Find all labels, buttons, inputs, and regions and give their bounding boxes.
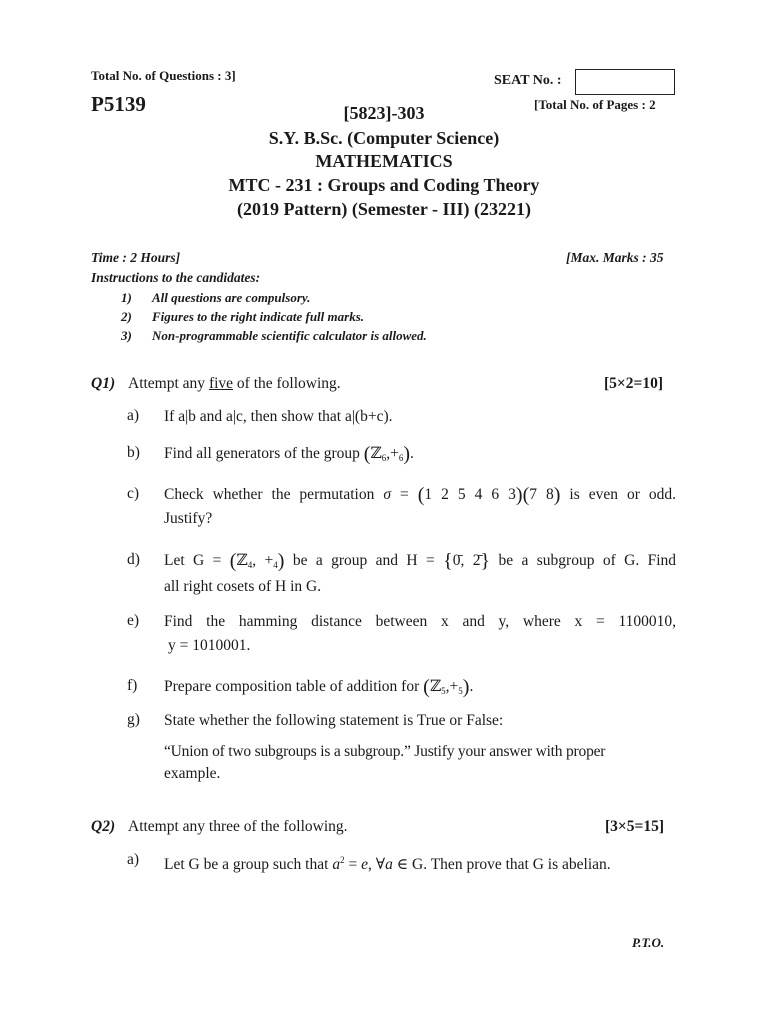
paper-code: P5139 [91,92,146,116]
course-title: S.Y. B.Sc. (Computer Science) [268,128,500,148]
q1b-body [164,442,676,470]
q1-text-underlined: five [208,375,234,392]
q1c-line1 [164,483,676,507]
instruction-text: Non-programmable scientific calculator is allowed. [152,328,427,343]
q1e-x-value: x = 1100010, [574,613,676,630]
q1d-line1 [164,549,676,577]
q2a-expr: $a^2 = e$, ∀a ∈ G. [332,855,428,873]
q1e-text: Find the hamming distance between x and y, where [164,613,561,630]
pto-label: P.T.O. [632,935,665,950]
q1c-text-after: is even or odd. [569,486,677,503]
time-label: Time : 2 Hours] [91,250,181,265]
q1c-text-before: Check whether the permutation [164,486,375,503]
q1-label: Q1) [91,375,116,392]
q1-text-after: of the following. [236,375,341,392]
max-marks: [Max. Marks : 35 [566,250,664,265]
paper-title: MTC - 231 : Groups and Coding Theory [228,175,540,195]
instructions-heading: Instructions to the candidates: [91,270,261,285]
q2-label: Q2) [91,818,116,835]
instruction-number: 1) [121,290,132,305]
q1d-group-g: G = (ℤ$_4$, $+_4$) [193,550,285,572]
q1d-text-3: be a subgroup of G. Find [498,552,677,569]
q1g-label: g) [127,711,140,728]
q1d-subgroup-h: H = {0̄, 2̄} [406,550,491,572]
seat-label: SEAT No. : [494,73,562,88]
total-pages: [Total No. of Pages : 2 [534,97,656,112]
q2-instruction: Attempt any three of the following. [128,818,348,835]
exam-code: [5823]-303 [343,103,425,123]
q2a-text-after: Then prove that G is abelian. [430,856,611,873]
instruction-number: 2) [121,309,132,324]
q1d-label: d) [127,551,140,568]
q1g-line3: example. [164,765,221,782]
pattern-title: (2019 Pattern) (Semester - III) (23221) [236,199,532,219]
q2a-text-before: Let G be a group such that [164,856,329,873]
q1c-line2: Justify? [164,510,213,527]
q1f-label: f) [127,677,138,694]
instruction-text: All questions are compulsory. [152,290,311,305]
q1e-label: e) [127,612,140,629]
q1f-group-expr: $(ℤ_5,+_5)$. [423,676,474,698]
q1c-permutation: σ = (1 2 5 4 6 3)(7 8) [383,484,561,506]
instruction-number: 3) [121,328,132,343]
subject-title: MATHEMATICS [315,151,453,171]
q1-instruction [128,375,341,393]
q2-marks: [3×5=15] [605,818,664,835]
q1g-line2: “Union of two subgroups is a subgroup.” Justify your answer with proper [164,743,606,760]
q2a-label: a) [127,851,140,868]
q1f-text: Prepare composition table of addition for [164,678,420,695]
q1-marks: [5×2=10] [604,375,663,392]
q1b-text: Find all generators of the group [164,445,360,462]
q1d-line2: all right cosets of H in G. [164,578,322,595]
q1a-text: If a|b and a|c, then show that a|(b+c). [164,408,393,425]
total-questions: Total No. of Questions : 3] [91,68,236,83]
seat-number-box [575,69,675,95]
q1b-label: b) [127,444,140,461]
q1g-line1: State whether the following statement is True or False: [164,712,504,729]
q1b-group-expr: $(ℤ_6,+_6)$. [363,443,414,465]
instruction-text: Figures to the right indicate full marks. [152,309,365,324]
q1a-label: a) [127,407,140,424]
q1e-line1 [164,610,676,633]
q1-text-before: Attempt any [128,375,206,392]
q1c-label: c) [127,485,140,502]
q2a-body [164,849,676,876]
q1f-body [164,675,676,703]
q1e-y-value: y = 1010001. [168,637,251,654]
q1d-text-2: be a group and [292,552,399,569]
q1d-text-1: Let [164,552,185,569]
